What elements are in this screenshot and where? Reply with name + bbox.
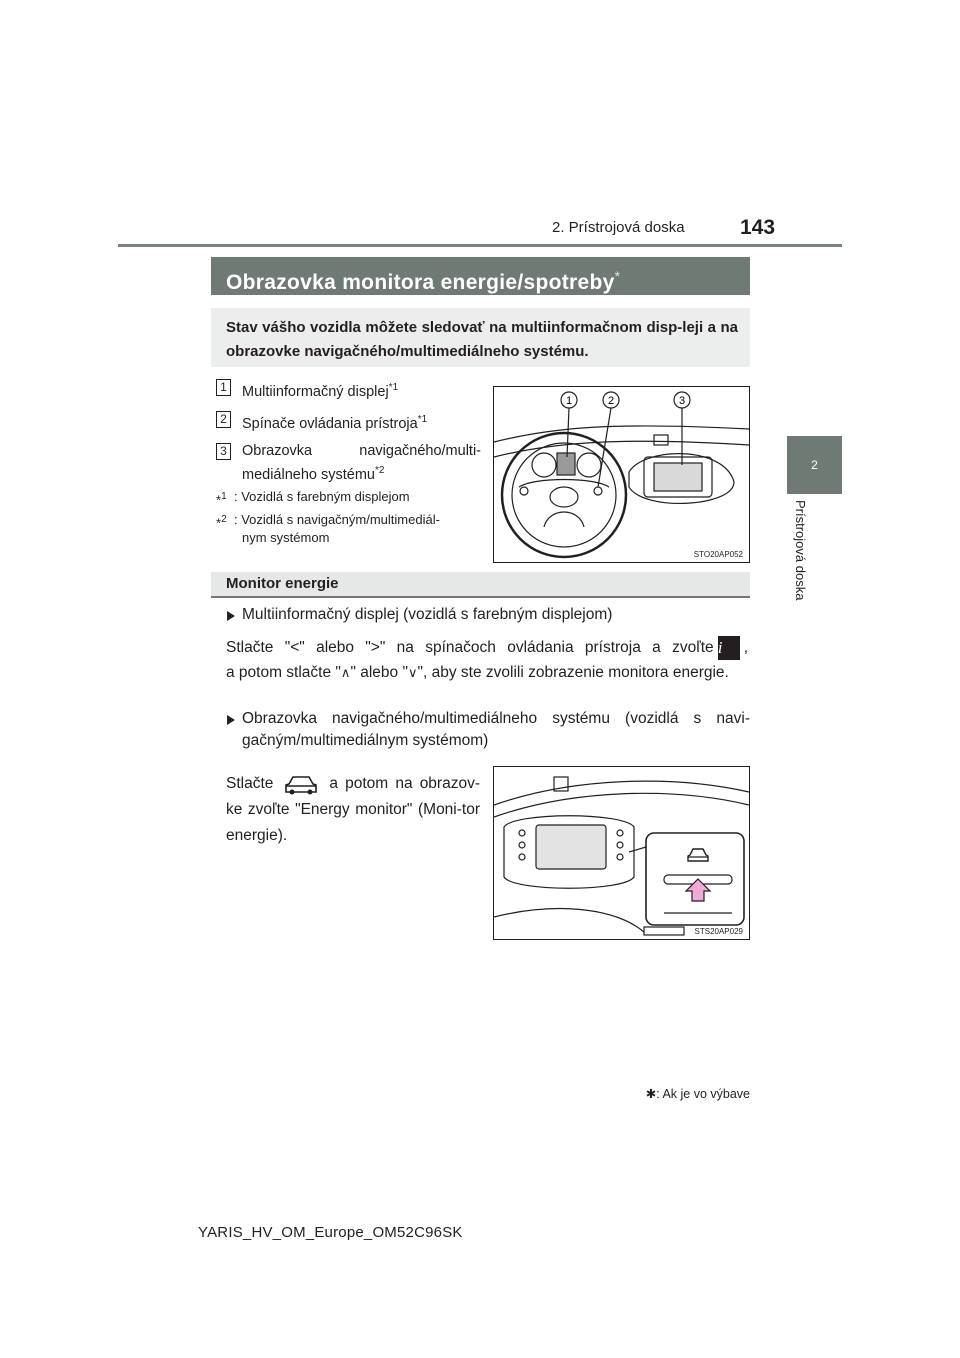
list-item-text: Multiinformačný displej: [242, 383, 389, 400]
footnote-note: [216, 511, 481, 547]
console-illustration: [493, 766, 750, 940]
header-rule: [118, 244, 842, 247]
bullet-text: Multiinformačný displej (vozidlá s farebným displejom): [242, 606, 613, 623]
triangle-bullet-icon: [226, 715, 236, 725]
section-title-mark: *: [614, 268, 621, 284]
list-item-text: Obrazovka navigačného/multi-: [242, 442, 481, 459]
triangle-bullet-icon: [226, 611, 236, 621]
dashboard-drawing: [494, 387, 749, 562]
intro-box: Stav vášho vozidla môžete sledovať na multiinformačnom disp-leji a na obrazovke navigačného/multimediálneho systému.: [211, 308, 750, 367]
dashboard-illustration: [493, 386, 750, 563]
up-symbol: ∧: [340, 665, 351, 680]
list-item-mark: *1: [417, 413, 428, 425]
list-item-text: mediálneho systému: [242, 466, 375, 483]
section-title-text: Obrazovka monitora energie/spotreby: [226, 271, 615, 294]
section-title: [211, 257, 750, 295]
footnote-note: [216, 488, 481, 506]
item-number-box: 1: [216, 379, 231, 396]
bullet-text: Obrazovka navigačného/multimediálneho systému (vozidlá s navi-gačným/multimediálnym systémom): [242, 710, 750, 749]
numbered-list: [216, 378, 481, 552]
info-icon: i: [718, 636, 740, 660]
fig-callout-1: 1: [566, 395, 573, 407]
instruction-text: a potom stlačte ": [226, 664, 341, 681]
instruction-text: ,: [743, 639, 748, 657]
instruction-text: Stlačte: [226, 775, 274, 792]
figure-code: STO20AP052: [693, 550, 743, 559]
list-item-text: Spínače ovládania prístroja: [242, 415, 418, 432]
subsection-title: Monitor energie: [211, 572, 750, 598]
running-header-section: 2. Prístrojová doska: [552, 219, 685, 236]
down-symbol: ∨: [407, 665, 418, 680]
fig-callout-3: 3: [679, 395, 686, 407]
list-item-mark: *2: [375, 464, 385, 476]
item-number-box: 3: [216, 443, 231, 460]
note-text: nym systémom: [242, 530, 330, 546]
instruction-text: " alebo ": [350, 664, 408, 681]
note-mark-sup: 1: [221, 491, 227, 503]
note-text: : Vozidlá s navigačným/multimediál-: [234, 512, 440, 528]
car-icon: [283, 772, 319, 796]
page-number: 143: [740, 216, 776, 239]
availability-footnote: ✱: Ak je vo výbave: [645, 1087, 750, 1101]
list-item: [216, 442, 481, 485]
chapter-tab-label: Prístrojová doska: [793, 500, 808, 601]
note-mark: *: [216, 515, 222, 531]
note-text: : Vozidlá s farebným displejom: [234, 489, 410, 505]
document-footer: YARIS_HV_OM_Europe_OM52C96SK: [198, 1224, 463, 1241]
note-mark-sup: 2: [221, 514, 227, 526]
figure-code: STS20AP029: [694, 927, 743, 936]
fig-callout-2: 2: [608, 395, 615, 407]
list-item-mark: *1: [388, 382, 399, 393]
item-number-box: 2: [216, 411, 231, 428]
chapter-tab: 2: [787, 436, 842, 494]
note-mark: *: [216, 492, 222, 508]
console-drawing: [494, 767, 749, 939]
list-item: [216, 378, 481, 402]
instruction-text: Stlačte "<" alebo ">" na spínačoch ovládania prístroja a zvoľte: [226, 639, 714, 657]
instruction-text: ", aby ste zvolili zobrazenie monitora energie.: [417, 664, 729, 681]
instruction-text: a potom na obrazov-ke zvoľte "Energy monitor" (Moni-tor energie).: [226, 775, 480, 844]
list-item: [216, 410, 481, 434]
instruction-paragraph: [226, 636, 748, 684]
instruction-paragraph: [226, 771, 480, 849]
